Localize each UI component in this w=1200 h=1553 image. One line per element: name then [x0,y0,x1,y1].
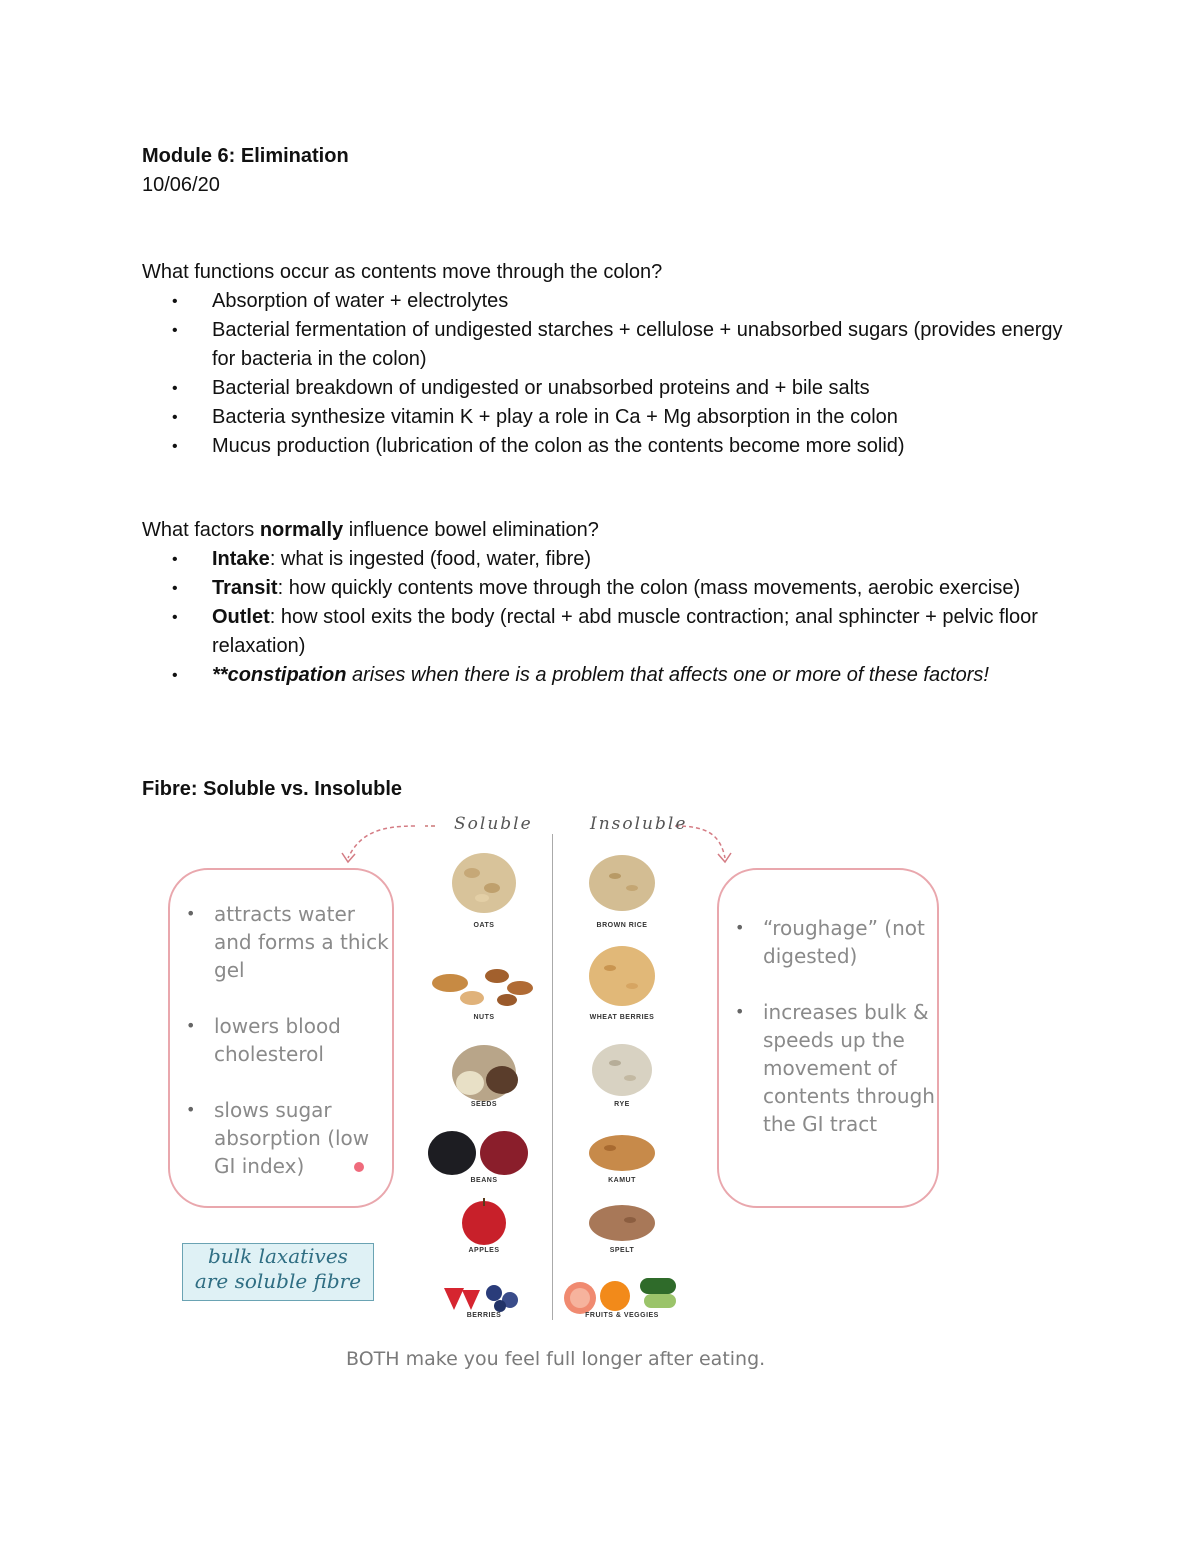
question-colon-functions: What functions occur as contents move through the colon? [142,261,663,283]
fibre-infographic [160,808,960,1388]
bullet-icon: • [172,293,178,310]
bullet-icon: • [186,904,196,923]
bullet-icon: • [172,551,178,568]
list-item: • Outlet: how stool exits the body (rectal + abd muscle contraction; anal sphincter + pelvic floor relaxation) [172,603,1072,661]
fibre-heading: Fibre: Soluble vs. Insoluble [142,778,403,800]
bullet-icon: • [172,409,178,426]
list-item: • **constipation arises when there is a problem that affects one or more of these factors! [172,661,1072,690]
seeds-icon [452,1045,518,1101]
food-label-fruits-veggies: FRUITS & VEGGIES [585,1312,659,1319]
list-item: • “roughage” (not digested) [735,916,925,968]
left-arrow-icon [348,826,415,858]
bowel-factors-list [172,545,1072,690]
beans-icon [428,1131,528,1175]
kamut-icon [589,1135,655,1171]
list-item: • Intake: what is ingested (food, water, fibre) [172,545,1072,574]
soluble-box [168,868,394,1208]
bullet-icon: • [735,1002,745,1021]
list-item: • slows sugar absorption (low GI index) [186,1098,370,1178]
insoluble-title: Insoluble [590,814,688,834]
food-label-kamut: KAMUT [608,1177,636,1184]
food-label-wheat-berries: WHEAT BERRIES [589,1014,655,1021]
food-label-brown-rice: BROWN RICE [596,922,648,929]
list-item: • Absorption of water + electrolytes [172,287,1072,316]
page-title: Module 6: Elimination [142,145,349,167]
nuts-icon [432,969,533,1006]
list-item: • attracts water and forms a thick gel [186,902,389,982]
question-bowel-factors: What factors normally influence bowel elimination? [142,519,599,541]
laxative-note: bulk laxatives are soluble fibre [182,1243,374,1301]
food-label-seeds: SEEDS [470,1101,498,1108]
list-item: • increases bulk & speeds up the movement of contents through the GI tract [735,1000,935,1136]
list-item: • Mucus production (lubrication of the colon as the contents become more solid) [172,432,1072,461]
oats-icon [452,853,516,913]
rye-icon [592,1044,652,1096]
food-label-apples: APPLES [468,1247,500,1254]
bottom-note: BOTH make you feel full longer after eating. [346,1348,766,1370]
bullet-icon: • [172,580,178,597]
food-label-beans: BEANS [470,1177,498,1184]
soluble-title: Soluble [454,814,533,834]
list-item: • Transit: how quickly contents move through the colon (mass movements, aerobic exercise) [172,574,1072,603]
berries-icon [444,1285,518,1312]
food-label-spelt: SPELT [609,1247,635,1254]
bullet-icon: • [735,918,745,937]
apple-icon [462,1198,506,1245]
food-label-rye: RYE [614,1101,630,1108]
insoluble-box [717,868,939,1208]
column-divider [552,834,553,1320]
bullet-icon: • [172,438,178,455]
spelt-icon [589,1205,655,1241]
list-item: • Bacterial fermentation of undigested starches + cellulose + unabsorbed sugars (provides energy for bacteria in the colon) [172,316,1072,374]
bullet-icon: • [172,380,178,397]
list-item: • Bacterial breakdown of undigested or unabsorbed proteins and + bile salts [172,374,1072,403]
colon-functions-list [172,287,1072,461]
list-item: • lowers blood cholesterol [186,1014,341,1066]
brown-rice-icon [589,855,655,911]
food-label-berries: BERRIES [466,1312,502,1319]
page-date: 10/06/20 [142,174,220,196]
bullet-icon: • [172,609,178,626]
bullet-icon: • [172,322,178,339]
food-label-oats: OATS [473,922,495,929]
fruits-veggies-icon [564,1278,676,1314]
bullet-icon: • [172,667,178,684]
list-item: • Bacteria synthesize vitamin K + play a role in Ca + Mg absorption in the colon [172,403,1072,432]
bullet-icon: • [186,1100,196,1119]
pink-dot-icon [354,1162,364,1172]
food-label-nuts: NUTS [473,1014,495,1021]
wheat-berries-icon [589,946,655,1006]
bullet-icon: • [186,1016,196,1035]
